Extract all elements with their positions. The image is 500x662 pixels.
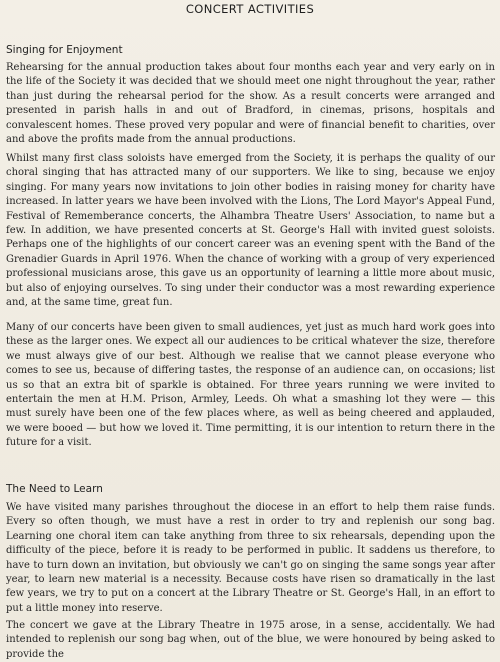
- show-through-text: [300, 18, 500, 42]
- paragraph: The concert we gave at the Library Theatre in 1975 arose, in a sense, accidentally. We had intended to replenish our song bag when, out of the blue, we were honoured by being asked to provide the: [6, 620, 495, 660]
- paragraph: Many of our concerts have been given to small audiences, yet just as much hard work goes into these as the larger ones. We expect all our audiences to be critical whatever the size, therefore we must always give of our best. Although we realise that we cannot please everyone who comes to see us, because of differing tastes, the response of an audience can, on occasions; list us so that an extra bit of sparkle is obtained. For three years running we were invited to entertain the men at H.M. Prison, Armley, Leeds. Oh what a smashing lot they were — this must surely have been one of the few places where, as well as being cheered and applauded, we were booed — but how we loved it. Time permitting, it is our intention to return there in the future for a visit.: [6, 322, 495, 449]
- section-heading-the-need-to-learn: The Need to Learn: [6, 483, 103, 495]
- paragraph: Whilst many first class soloists have emerged from the Society, it is perhaps the quality of our choral singing that has attracted many of our supporters. We like to sing, because we enjoy singing. For many years now invitations to join other bodies in raising money for charity have increased. In latter years we have been involved with the Lions, The Lord Mayor's Appeal Fund, Festival of Rememberance concerts, the Alhambra Theatre Users' Association, to name but a few. In addition, we have presented concerts at St. George's Hall with invited guest soloists. Perhaps one of the highlights of our concert career was an evening spent with the Band of the Grenadier Guards in April 1976. When the chance of working with a group of very experienced professional musicians arose, this gave us an opportunity of learning a little more about music, but also of enjoying ourselves. To sing under their conductor was a most rewarding experience and, at the same time, great fun.: [6, 153, 495, 309]
- paragraph: Rehearsing for the annual production takes about four months each year and very early on in the life of the Society it was decided that we should meet one night throughout the year, rather than just during the rehearsal period for the show. As a result concerts were arranged and presented in parish halls in and out of Bradford, in cinemas, prisons, hospitals and convalescent homes. These proved very popular and were of financial benefit to charities, over and above the profits made from the annual productions.: [6, 62, 495, 146]
- page-title: CONCERT ACTIVITIES: [185, 2, 315, 16]
- paragraph: We have visited many parishes throughout the diocese in an effort to help them raise funds. Every so often though, we must have a rest in order to try and replenish our song bag. Learning one choral item can take anything from three to six rehearsals, depending upon the difficulty of the piece, before it is ready to be performed in public. It saddens us therefore, to have to turn down an invitation, but obviously we can't go on singing the same songs year after year, to learn new material is a necessity. Because costs have risen so dramatically in the last few years, we try to put on a concert at the Library Theatre or St. George's Hall, in an effort to put a little money into reserve.: [6, 502, 495, 614]
- section-heading-singing-for-enjoyment: Singing for Enjoyment: [6, 44, 123, 56]
